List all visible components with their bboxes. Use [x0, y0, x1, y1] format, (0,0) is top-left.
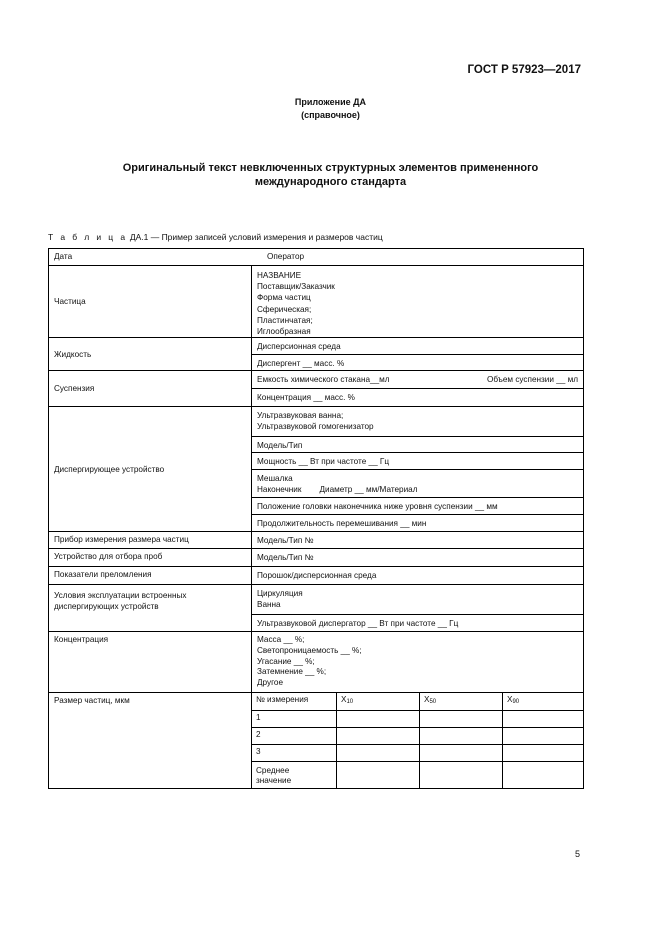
table-caption-prefix: Т а б л и ц а	[48, 232, 128, 242]
concentration-line: Светопроницаемость __ %;	[257, 645, 362, 655]
stirrer-details	[252, 469, 583, 497]
sampler-label: Устройство для отбора проб	[49, 549, 252, 566]
x-symbol: X	[341, 695, 347, 704]
measurement-table	[48, 248, 584, 789]
builtin-modes	[252, 585, 583, 614]
col-measurement: № измерения	[256, 695, 309, 704]
row-mean-label	[252, 761, 336, 788]
row-2-label: 2	[252, 727, 336, 744]
table-caption	[48, 232, 383, 242]
row-1-x50	[419, 710, 502, 727]
standard-number: ГОСТ Р 57923—2017	[467, 64, 581, 76]
row-2-x90	[502, 727, 583, 744]
refraction-value: Порошок/дисперсионная среда	[257, 571, 377, 580]
appendix-title: Приложение ДА	[294, 97, 367, 107]
row-3-x10	[336, 744, 419, 761]
date-label: Дата	[54, 252, 73, 261]
concentration-label: Концентрация	[49, 632, 252, 692]
row-2-x50	[419, 727, 502, 744]
table-caption-text: ДА.1 — Пример записей условий измерения и размеров частиц	[127, 232, 383, 242]
x90-sub: 90	[512, 699, 520, 705]
appendix-note: (справочное)	[301, 110, 360, 120]
particle-line: Сферическая;	[257, 304, 312, 314]
document-title-line2: международного стандарта	[254, 176, 407, 188]
particle-line: Форма частиц	[257, 293, 311, 303]
row-mean-x10	[336, 761, 419, 788]
concentration-line: Затемнение __ %;	[257, 667, 327, 677]
particle-line: Пластинчатая;	[257, 315, 313, 325]
row-3-x50	[419, 744, 502, 761]
size-results-grid	[252, 693, 583, 788]
ultrasonic-bath: Ультразвуковая ванна;	[257, 411, 344, 420]
table-row-dispersing	[49, 406, 583, 531]
x-symbol: X	[424, 695, 430, 704]
builtin-ultrasonic: Ультразвуковой диспергатор __ Вт при частоте __ Гц	[252, 614, 583, 631]
instrument-value: Модель/Тип №	[257, 536, 314, 545]
row-1-x10	[336, 710, 419, 727]
liquid-dispersant: Диспергент __ масс. %	[252, 354, 583, 370]
tip: Наконечник	[257, 485, 302, 494]
refraction-label: Показатели преломления	[49, 567, 252, 584]
stirrer: Мешалка	[257, 474, 293, 483]
document-title-line1: Оригинальный текст невключенных структурных элементов примененного	[122, 162, 539, 174]
dispersing-label: Диспергирующее устройство	[49, 407, 252, 531]
stirring-duration: Продолжительность перемешивания __ мин	[252, 514, 583, 531]
row-3-x90	[502, 744, 583, 761]
table-row-instrument	[49, 531, 583, 548]
liquid-medium: Дисперсионная среда	[257, 342, 341, 351]
size-label: Размер частиц, мкм	[49, 693, 252, 788]
concentration-line: Масса __ %;	[257, 635, 305, 644]
x50-sub: 50	[429, 699, 437, 705]
x10-sub: 10	[346, 699, 354, 705]
row-3-label: 3	[252, 744, 336, 761]
concentration-line: Угасание __ %;	[257, 656, 315, 666]
table-row-concentration	[49, 631, 583, 692]
dispersing-model: Модель/Тип	[252, 436, 583, 452]
col-x10	[336, 693, 419, 710]
table-row-liquid	[49, 337, 583, 370]
row-1-label: 1	[252, 710, 336, 727]
concentration-line: Другое	[257, 678, 284, 688]
builtin-label: Условия эксплуатации встроенных диспергирующих устройств	[49, 585, 252, 631]
suspension-volumes	[252, 371, 583, 388]
dispersing-power: Мощность __ Вт при частоте __ Гц	[252, 452, 583, 469]
table-row-date	[49, 249, 583, 265]
table-row-builtin	[49, 584, 583, 631]
tip-line	[257, 484, 578, 495]
particle-label: Частица	[49, 266, 252, 337]
mean-line2: значение	[256, 776, 292, 785]
row-1-x90	[502, 710, 583, 727]
circulation: Циркуляция	[257, 589, 303, 598]
sampler-value: Модель/Тип №	[257, 553, 314, 562]
row-2-x10	[336, 727, 419, 744]
row-mean-x90	[502, 761, 583, 788]
beaker-capacity: Емкость химического стакана__мл	[257, 375, 390, 384]
table-row-particle	[49, 265, 583, 337]
tip-position: Положение головки наконечника ниже уровня суспензии __ мм	[252, 497, 583, 514]
ultrasonic-options	[252, 407, 583, 436]
col-x90	[502, 693, 583, 710]
table-row-refraction	[49, 566, 583, 584]
row-mean-x50	[419, 761, 502, 788]
tip-diameter: Диаметр __ мм/Материал	[319, 485, 418, 494]
mean-line1: Среднее	[256, 766, 290, 775]
document-title	[0, 161, 661, 189]
x-symbol: X	[507, 695, 513, 704]
table-row-size	[49, 692, 583, 788]
liquid-label: Жидкость	[49, 338, 252, 370]
ultrasonic-homogenizer: Ультразвуковой гомогенизатор	[257, 422, 374, 431]
page-number: 5	[574, 849, 580, 859]
suspension-concentration: Концентрация __ масс. %	[252, 388, 583, 405]
operator-label: Оператор	[267, 252, 305, 261]
particle-line: Поставщик/Заказчик	[257, 282, 335, 292]
suspension-label: Суспензия	[49, 371, 252, 406]
instrument-label: Прибор измерения размера частиц	[49, 532, 252, 548]
table-row-suspension	[49, 370, 583, 406]
appendix-heading	[0, 96, 661, 122]
table-row-sampler	[49, 548, 583, 566]
particle-line: НАЗВАНИЕ	[257, 271, 302, 280]
concentration-details	[252, 632, 583, 692]
particle-line: Иглообразная	[257, 327, 311, 337]
particle-details	[252, 266, 583, 340]
col-x50	[419, 693, 502, 710]
bath: Ванна	[257, 600, 281, 609]
suspension-volume: Объем суспензии __ мл	[486, 375, 578, 384]
